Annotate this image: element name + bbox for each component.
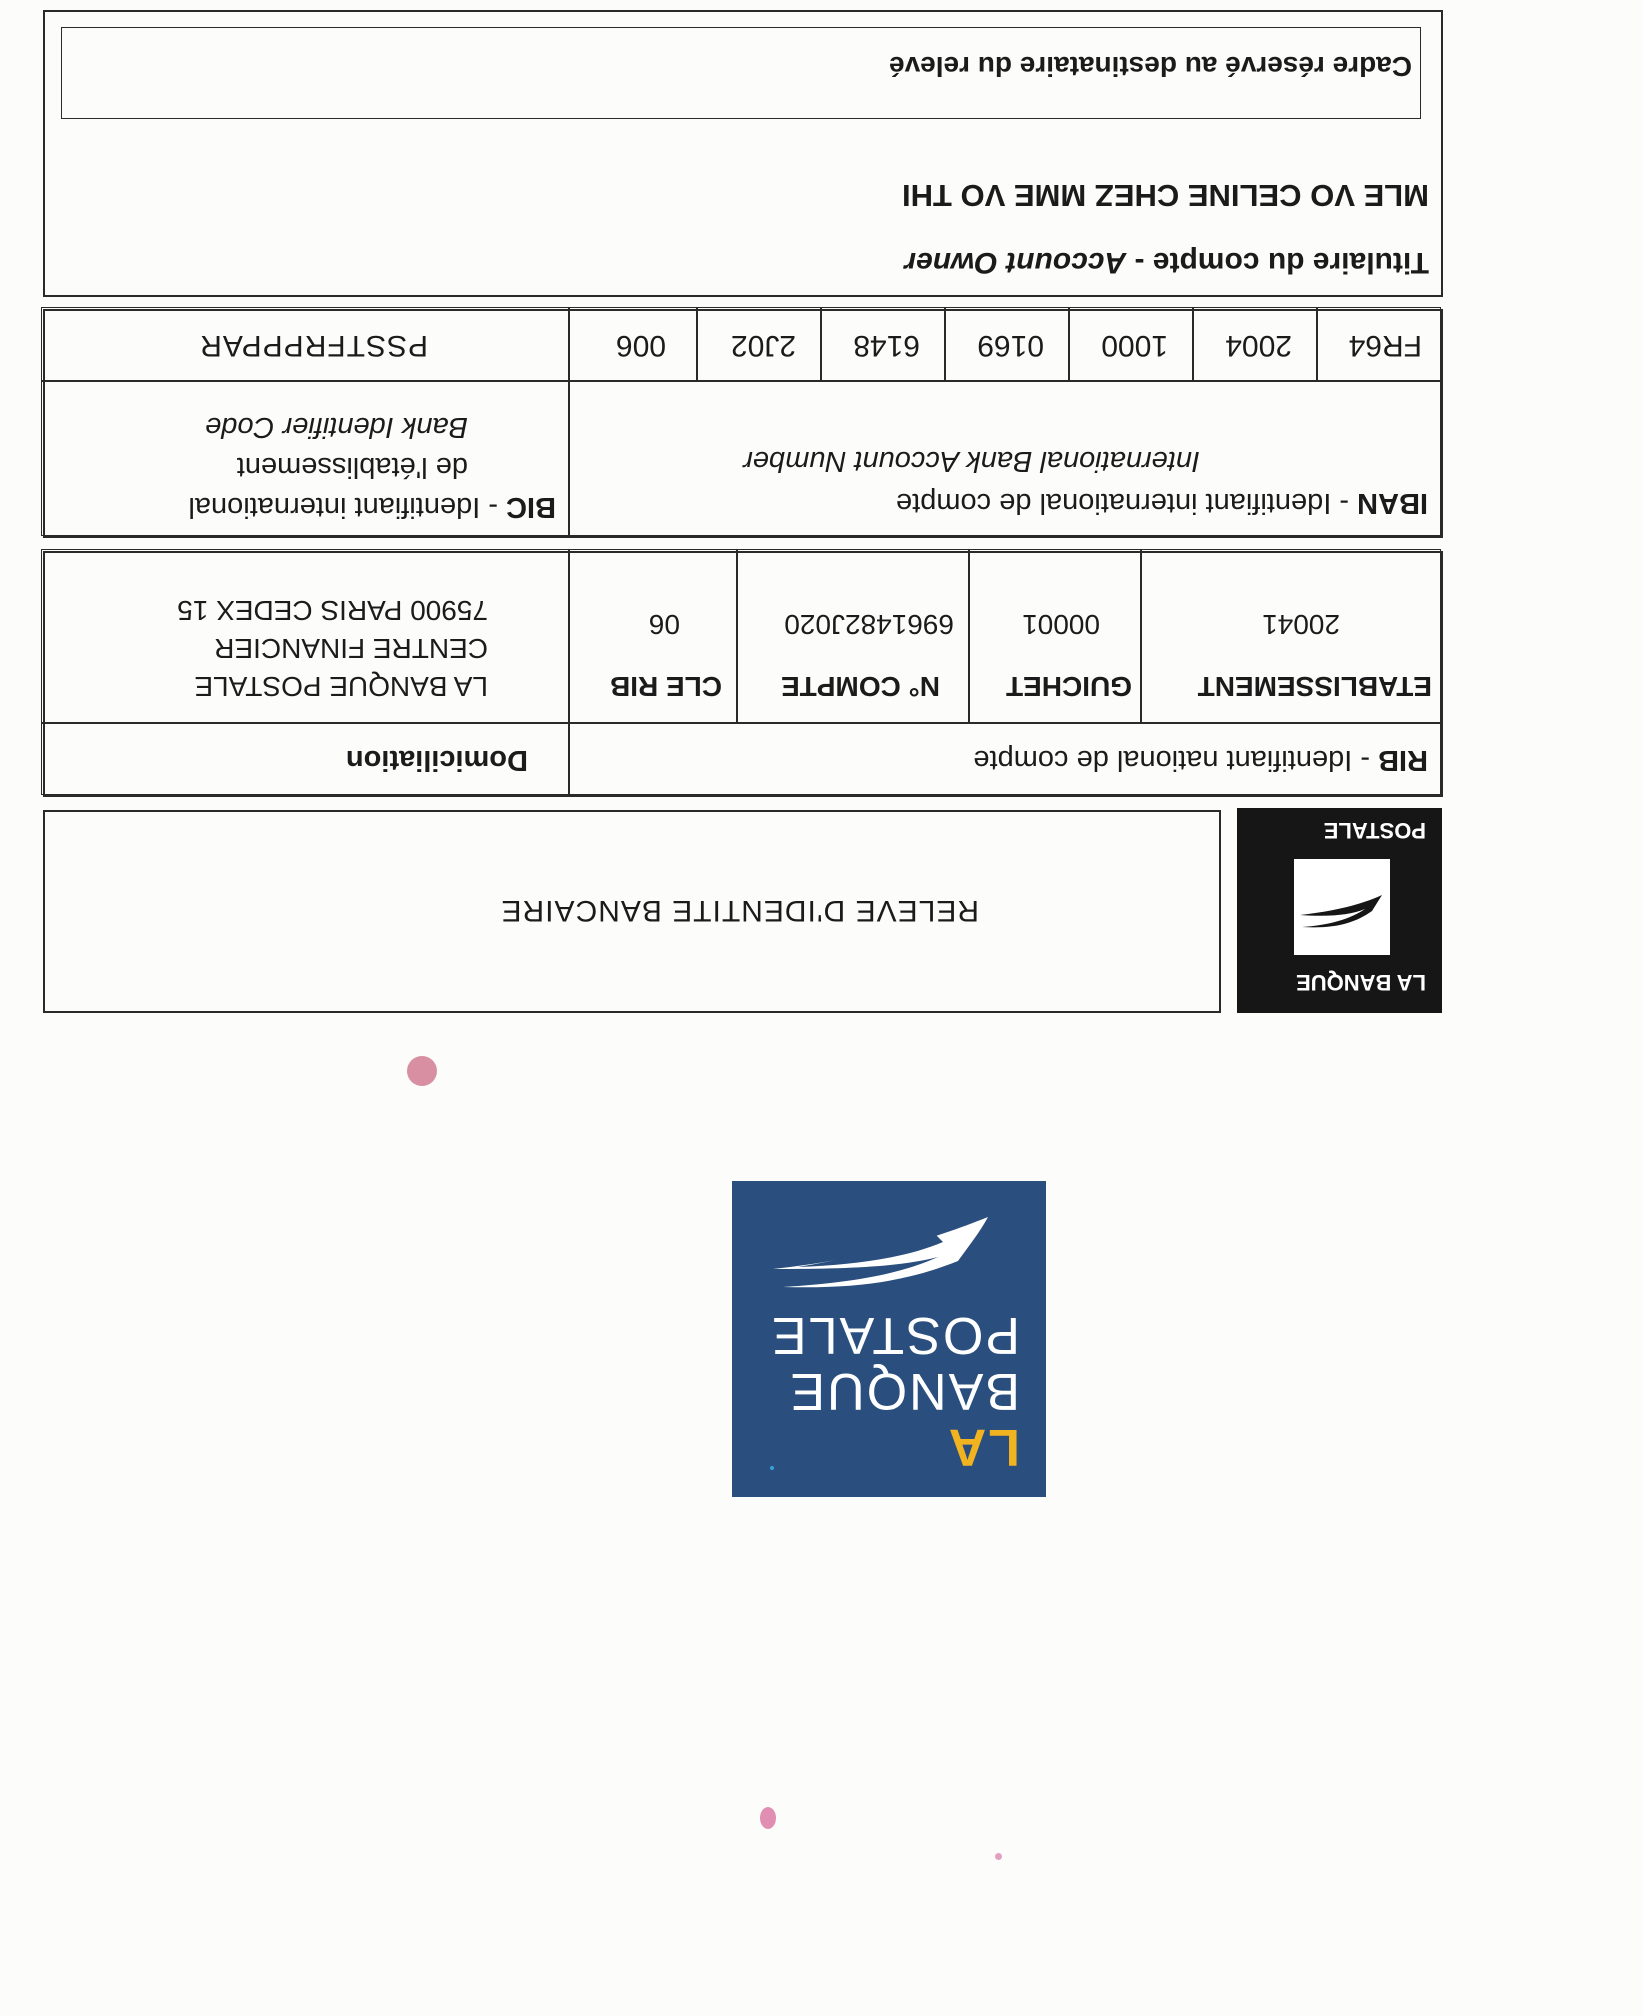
guichet-value: 00001 [1022,609,1100,640]
logo-line-banque: BANQUE [788,1362,1020,1420]
etablissement-value: 20041 [1262,609,1340,640]
iban-label-en: International Bank Account Number [743,445,1200,477]
compte-label: N° COMPTE [781,671,940,702]
recipient-box [61,27,1421,119]
iban-group-4: 0169 [945,307,1069,381]
guichet-label: GUICHET [1006,671,1132,702]
ink-spot [760,1807,776,1829]
iban-label: IBAN [1357,487,1428,519]
iban-group-6: 2J02 [697,307,821,381]
domiciliation-cell [41,549,569,723]
domiciliation-line3: 75900 PARIS CEDEX 15 [177,595,488,626]
bic-label-desc: - Identifiant international [188,491,507,523]
logo-line-postale: POSTALE [769,1306,1020,1364]
cle-rib-cell [569,549,737,723]
small-logo-line1: LA BANQUE [1296,970,1426,995]
iban-label-desc: - Identifiant international de compte [896,487,1358,519]
compte-cell [737,549,969,723]
iban-group-7: 006 [569,307,697,381]
holder-label-en: Account Owner [904,246,1127,279]
holder-label: Titulaire du compte - Account Owner [904,246,1429,279]
domiciliation-heading-cell [41,723,569,795]
iban-group-2: 2004 [1193,307,1317,381]
rib-heading-cell [569,723,1441,795]
iban-group-3: 1000 [1069,307,1193,381]
guichet-cell [969,549,1141,723]
ink-spot [407,1056,437,1086]
bird-logo-icon [1294,859,1390,955]
bic-label: BIC [506,491,556,523]
compte-value: 6961482J020 [784,609,954,640]
logo-line-la: LA [946,1418,1020,1476]
la-banque-postale-logo-large [732,1181,1046,1497]
etablissement-cell [1141,549,1441,723]
domiciliation-label: Domiciliation [345,744,528,776]
etablissement-label: ETABLISSEMENT [1197,671,1432,702]
page-title: RELEVE D'IDENTITE BANCAIRE [500,894,979,927]
bic-label-cell [41,381,569,536]
iban-label-cell [569,381,1441,536]
iban-group-5: 6148 [821,307,945,381]
bic-label-en: Bank Identifier Code [205,411,468,443]
cle-rib-label: CLE RIB [610,671,722,702]
domiciliation-line2: CENTRE FINANCIER [214,633,488,664]
account-holder-box [43,10,1443,297]
recipient-box-label: Cadre réservé au destinataire du relevé [889,51,1412,82]
domiciliation-line1: LA BANQUE POSTALE [194,671,488,702]
rib-table [43,551,1443,797]
la-banque-postale-logo-small [1237,808,1442,1013]
cle-rib-value: 06 [648,609,680,640]
bird-logo-icon [768,1207,998,1297]
bic-label-line2: de l'établissement [236,451,468,483]
holder-name: MLE VO CELINE CHEZ MME VO THI [901,178,1429,213]
rib-heading-label: RIB [1378,744,1428,776]
title-box [43,810,1221,1013]
ink-spot [995,1853,1002,1860]
rib-heading-desc: - Identifiant national de compte [973,744,1379,776]
iban-bic-table [43,309,1443,538]
bic-value: PSSTFRPPPAR [199,329,428,362]
small-logo-line2: POSTALE [1323,818,1426,843]
bic-value-cell [41,307,569,381]
iban-group-1: FR64 [1317,307,1441,381]
ink-spot [770,1466,774,1470]
